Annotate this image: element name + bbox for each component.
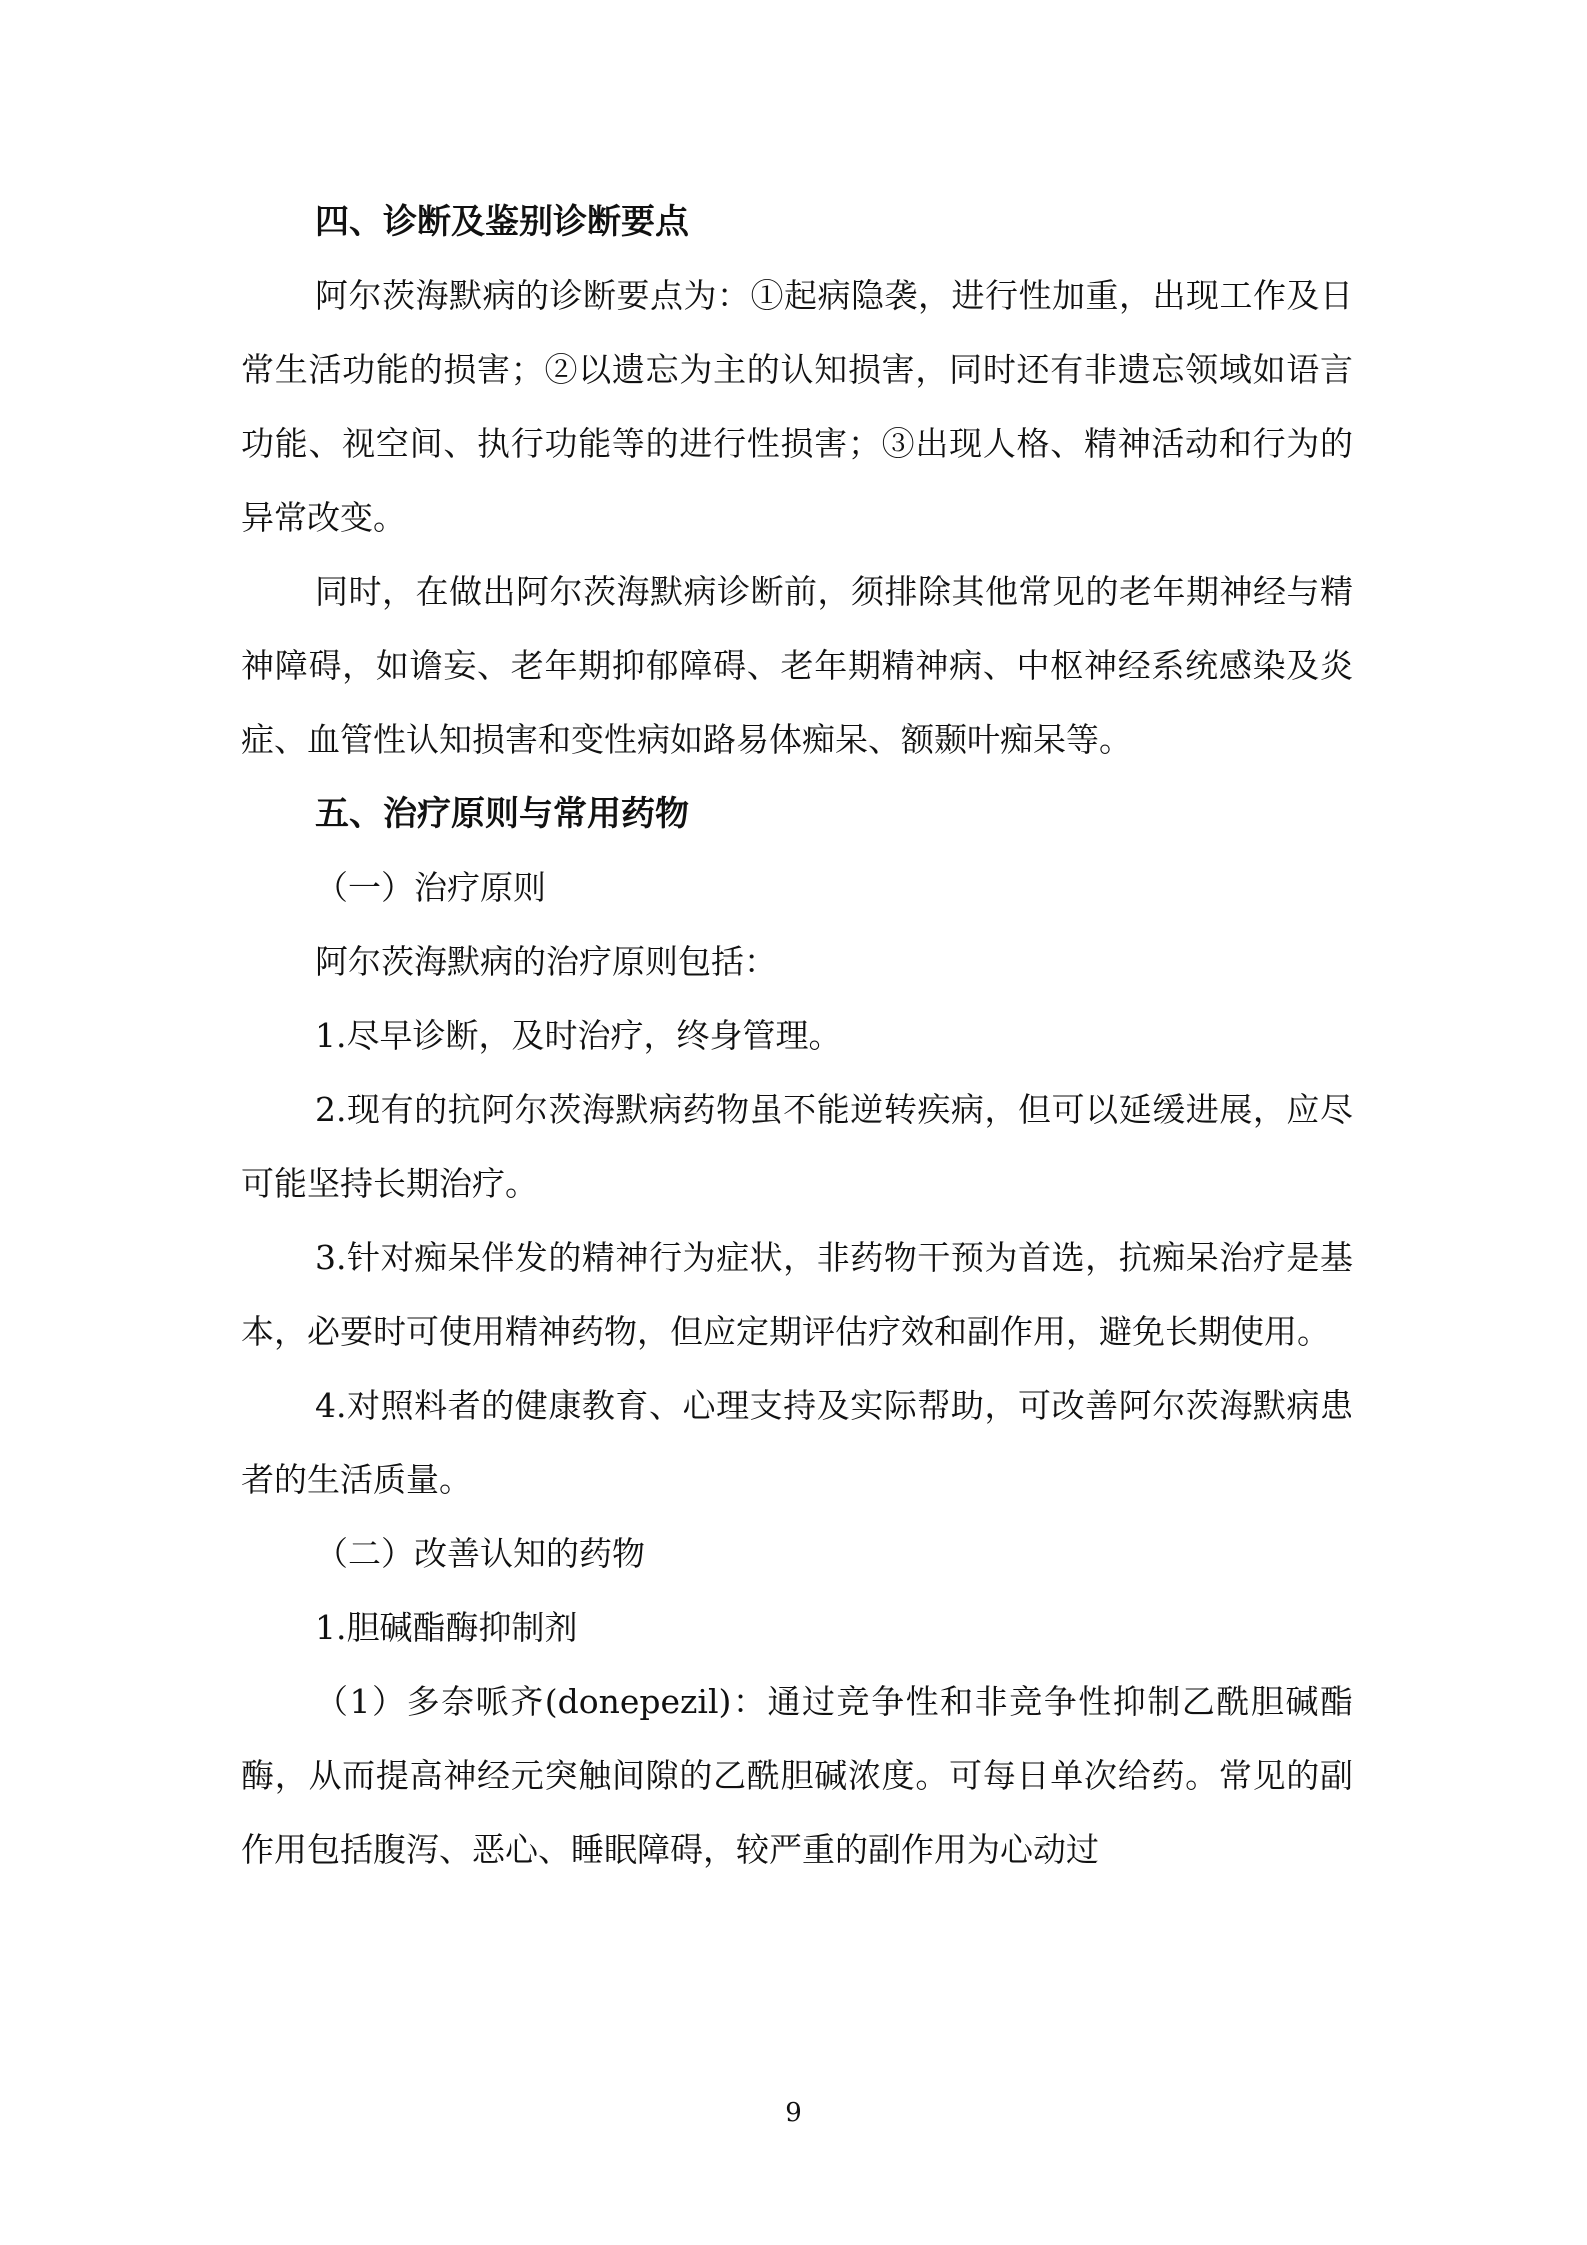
paragraph-diagnosis-points: 阿尔茨海默病的诊断要点为：①起病隐袭，进行性加重，出现工作及日常生活功能的损害；②以遗忘为主的认知损害，同时还有非遗忘领域如语言功能、视空间、执行功能等的进行性损害；③出现人格、精神活动和行为的异常改变。	[241, 276, 1353, 537]
subheading-cognitive-drugs: （二）改善认知的药物	[315, 1534, 645, 1573]
list-item-principle-3: 3.针对痴呆伴发的精神行为症状，非药物干预为首选，抗痴呆治疗是基本，必要时可使用精神药物，但应定期评估疗效和副作用，避免长期使用。	[241, 1238, 1353, 1351]
paragraph-differential-diagnosis: 同时，在做出阿尔茨海默病诊断前，须排除其他常见的老年期神经与精神障碍，如谵妄、老年期抑郁障碍、老年期精神病、中枢神经系统感染及炎症、血管性认知损害和变性病如路易体痴呆、额颞叶痴呆等。	[241, 572, 1353, 759]
section-heading-diagnosis: 四、诊断及鉴别诊断要点	[315, 202, 689, 242]
paragraph-principles-intro: 阿尔茨海默病的治疗原则包括：	[315, 942, 777, 981]
paragraph-drug-class: 1.胆碱酯酶抑制剂	[315, 1608, 578, 1647]
page-number: 9	[785, 2098, 802, 2128]
list-item-principle-1: 1.尽早诊断，及时治疗，终身管理。	[315, 1016, 842, 1055]
page-content	[241, 185, 1353, 1887]
paragraph-donepezil: （1）多奈哌齐(donepezil)：通过竞争性和非竞争性抑制乙酰胆碱酯酶，从而提高神经元突触间隙的乙酰胆碱浓度。可每日单次给药。常见的副作用包括腹泻、恶心、睡眠障碍，较严重的副作用为心动过	[241, 1682, 1353, 1869]
list-item-principle-2: 2.现有的抗阿尔茨海默病药物虽不能逆转疾病，但可以延缓进展，应尽可能坚持长期治疗。	[241, 1090, 1353, 1203]
subheading-treatment-principles: （一）治疗原则	[315, 868, 546, 907]
list-item-principle-4: 4.对照料者的健康教育、心理支持及实际帮助，可改善阿尔茨海默病患者的生活质量。	[241, 1386, 1353, 1499]
section-heading-treatment: 五、治疗原则与常用药物	[315, 794, 689, 834]
